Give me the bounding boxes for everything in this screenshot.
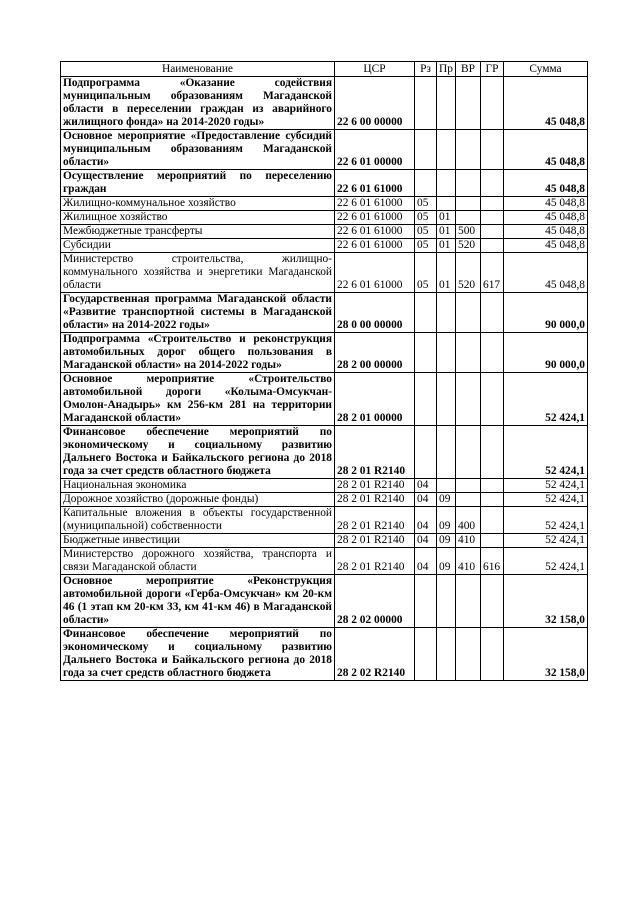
row-sum: 52 424,1: [504, 534, 588, 548]
row-gr: [481, 293, 504, 333]
row-pr: [437, 130, 456, 170]
row-vr: [456, 197, 481, 211]
table-row: [61, 211, 588, 225]
row-sum: 52 424,1: [504, 507, 588, 534]
row-gr: [481, 333, 504, 373]
row-pr: 09: [437, 493, 456, 507]
table-row: [61, 225, 588, 239]
row-pr: 01: [437, 253, 456, 293]
row-name: Субсидии: [61, 239, 335, 253]
row-gr: [481, 628, 504, 681]
row-vr: [456, 293, 481, 333]
row-rz: 04: [415, 548, 437, 575]
row-sum: 45 048,8: [504, 225, 588, 239]
budget-table: [60, 61, 588, 681]
row-gr: [481, 534, 504, 548]
row-vr: 410: [456, 534, 481, 548]
row-gr: [481, 239, 504, 253]
row-vr: [456, 333, 481, 373]
row-pr: [437, 426, 456, 479]
row-vr: [456, 77, 481, 130]
row-gr: [481, 493, 504, 507]
table-row: [61, 197, 588, 211]
row-pr: [437, 479, 456, 493]
row-rz: 05: [415, 211, 437, 225]
row-gr: [481, 225, 504, 239]
row-csr: 28 2 01 00000: [335, 373, 415, 426]
header-rz: Рз: [415, 62, 437, 77]
row-sum: 45 048,8: [504, 239, 588, 253]
table-row: [61, 170, 588, 197]
row-gr: [481, 77, 504, 130]
row-name: Осуществление мероприятий по переселению граждан: [61, 170, 335, 197]
row-csr: 22 6 01 61000: [335, 239, 415, 253]
row-csr: 22 6 01 61000: [335, 253, 415, 293]
row-rz: [415, 170, 437, 197]
row-sum: 52 424,1: [504, 426, 588, 479]
row-csr: 28 2 01 R2140: [335, 548, 415, 575]
row-vr: [456, 628, 481, 681]
row-pr: [437, 77, 456, 130]
row-vr: [456, 479, 481, 493]
row-csr: 28 2 01 R2140: [335, 426, 415, 479]
row-sum: 45 048,8: [504, 253, 588, 293]
row-pr: [437, 293, 456, 333]
row-vr: 520: [456, 239, 481, 253]
table-body: [61, 77, 588, 681]
header-pr: Пр: [437, 62, 456, 77]
row-pr: [437, 373, 456, 426]
row-name: Межбюджетные трансферты: [61, 225, 335, 239]
row-name: Государственная программа Магаданской области «Развитие транспортной системы в Магаданской области» на 2014-2022 годы»: [61, 293, 335, 333]
row-rz: 05: [415, 197, 437, 211]
row-csr: 28 0 00 00000: [335, 293, 415, 333]
row-sum: 45 048,8: [504, 130, 588, 170]
row-csr: 22 6 01 61000: [335, 225, 415, 239]
row-vr: 520: [456, 253, 481, 293]
row-csr: 22 6 00 00000: [335, 77, 415, 130]
row-sum: 52 424,1: [504, 493, 588, 507]
row-rz: [415, 575, 437, 628]
row-name: Капитальные вложения в объекты государственной (муниципальной) собственности: [61, 507, 335, 534]
row-pr: [437, 170, 456, 197]
row-gr: [481, 130, 504, 170]
table-row: [61, 293, 588, 333]
row-csr: 28 2 01 R2140: [335, 507, 415, 534]
row-rz: 05: [415, 225, 437, 239]
row-rz: 05: [415, 253, 437, 293]
table-row: [61, 333, 588, 373]
row-name: Подпрограмма «Оказание содействия муниципальным образованиям Магаданской области в переселении граждан из аварийного жилищного фонда» на 2014-2020 годы»: [61, 77, 335, 130]
row-rz: [415, 426, 437, 479]
row-sum: 52 424,1: [504, 479, 588, 493]
table-row: [61, 426, 588, 479]
row-pr: 09: [437, 534, 456, 548]
row-vr: 410: [456, 548, 481, 575]
row-vr: [456, 130, 481, 170]
row-name: Жилищное хозяйство: [61, 211, 335, 225]
row-gr: [481, 373, 504, 426]
row-pr: [437, 333, 456, 373]
table-row: [61, 130, 588, 170]
table-row: [61, 253, 588, 293]
row-csr: 22 6 01 61000: [335, 197, 415, 211]
row-csr: 28 2 01 R2140: [335, 479, 415, 493]
row-pr: [437, 197, 456, 211]
row-name: Подпрограмма «Строительство и реконструкция автомобильных дорог общего пользования в Магаданской области» на 2014-2022 годы»: [61, 333, 335, 373]
row-vr: 400: [456, 507, 481, 534]
row-vr: [456, 575, 481, 628]
row-name: Национальная экономика: [61, 479, 335, 493]
table-row: [61, 493, 588, 507]
row-rz: [415, 373, 437, 426]
row-sum: 32 158,0: [504, 575, 588, 628]
row-sum: 45 048,8: [504, 170, 588, 197]
row-vr: [456, 373, 481, 426]
header-name: Наименование: [61, 62, 335, 77]
row-gr: [481, 507, 504, 534]
header-vr: ВР: [456, 62, 481, 77]
row-sum: 90 000,0: [504, 293, 588, 333]
row-pr: 09: [437, 507, 456, 534]
table-row: [61, 77, 588, 130]
row-rz: 05: [415, 239, 437, 253]
table-row: [61, 548, 588, 575]
row-rz: [415, 293, 437, 333]
row-pr: 09: [437, 548, 456, 575]
row-name: Министерство строительства, жилищно-коммунального хозяйства и энергетики Магаданской области: [61, 253, 335, 293]
row-name: Финансовое обеспечение мероприятий по экономическому и социальному развитию Дальнего Востока и Байкальского региона до 2018 года за счет средств областного бюджета: [61, 426, 335, 479]
row-vr: [456, 426, 481, 479]
row-pr: [437, 628, 456, 681]
row-gr: [481, 426, 504, 479]
table-row: [61, 575, 588, 628]
row-name: Основное мероприятие «Реконструкция автомобильной дороги «Герба-Омсукчан» км 20-км 46 (1 этап км 20-км 33, км 41-км 46) в Магаданской области»: [61, 575, 335, 628]
row-csr: 28 2 01 R2140: [335, 493, 415, 507]
row-name: Основное мероприятие «Предоставление субсидий муниципальным образованиям Магаданской области»: [61, 130, 335, 170]
row-csr: 28 2 01 R2140: [335, 534, 415, 548]
row-gr: [481, 170, 504, 197]
row-sum: 52 424,1: [504, 548, 588, 575]
row-name: Бюджетные инвестиции: [61, 534, 335, 548]
row-pr: 01: [437, 225, 456, 239]
row-sum: 32 158,0: [504, 628, 588, 681]
row-rz: [415, 628, 437, 681]
row-rz: [415, 130, 437, 170]
row-sum: 45 048,8: [504, 77, 588, 130]
row-pr: 01: [437, 211, 456, 225]
row-vr: 500: [456, 225, 481, 239]
table-row: [61, 479, 588, 493]
row-name: Финансовое обеспечение мероприятий по экономическому и социальному развитию Дальнего Востока и Байкальского региона до 2018 года за счет средств областного бюджета: [61, 628, 335, 681]
row-name: Основное мероприятие «Строительство автомобильной дороги «Колыма-Омсукчан-Омолон-Анадырь» км 256-км 281 на территории Магаданской области»: [61, 373, 335, 426]
row-gr: [481, 575, 504, 628]
row-sum: 90 000,0: [504, 333, 588, 373]
row-name: Дорожное хозяйство (дорожные фонды): [61, 493, 335, 507]
header-csr: ЦСР: [335, 62, 415, 77]
row-rz: [415, 333, 437, 373]
row-gr: 616: [481, 548, 504, 575]
header-sum: Сумма: [504, 62, 588, 77]
row-name: Жилищно-коммунальное хозяйство: [61, 197, 335, 211]
row-sum: 45 048,8: [504, 211, 588, 225]
row-csr: 22 6 01 00000: [335, 130, 415, 170]
table-row: [61, 373, 588, 426]
row-gr: 617: [481, 253, 504, 293]
row-gr: [481, 479, 504, 493]
row-rz: 04: [415, 534, 437, 548]
row-rz: [415, 77, 437, 130]
row-gr: [481, 197, 504, 211]
row-vr: [456, 493, 481, 507]
row-csr: 28 2 00 00000: [335, 333, 415, 373]
header-gr: ГР: [481, 62, 504, 77]
row-pr: [437, 575, 456, 628]
row-pr: 01: [437, 239, 456, 253]
row-rz: 04: [415, 479, 437, 493]
row-vr: [456, 211, 481, 225]
table-row: [61, 628, 588, 681]
table-row: [61, 507, 588, 534]
row-csr: 28 2 02 00000: [335, 575, 415, 628]
row-name: Министерство дорожного хозяйства, транспорта и связи Магаданской области: [61, 548, 335, 575]
table-row: [61, 239, 588, 253]
row-vr: [456, 170, 481, 197]
row-gr: [481, 211, 504, 225]
table-row: [61, 534, 588, 548]
row-csr: 22 6 01 61000: [335, 170, 415, 197]
row-csr: 28 2 02 R2140: [335, 628, 415, 681]
row-sum: 52 424,1: [504, 373, 588, 426]
row-rz: 04: [415, 493, 437, 507]
table-header-row: [61, 62, 588, 77]
row-rz: 04: [415, 507, 437, 534]
row-csr: 22 6 01 61000: [335, 211, 415, 225]
row-sum: 45 048,8: [504, 197, 588, 211]
